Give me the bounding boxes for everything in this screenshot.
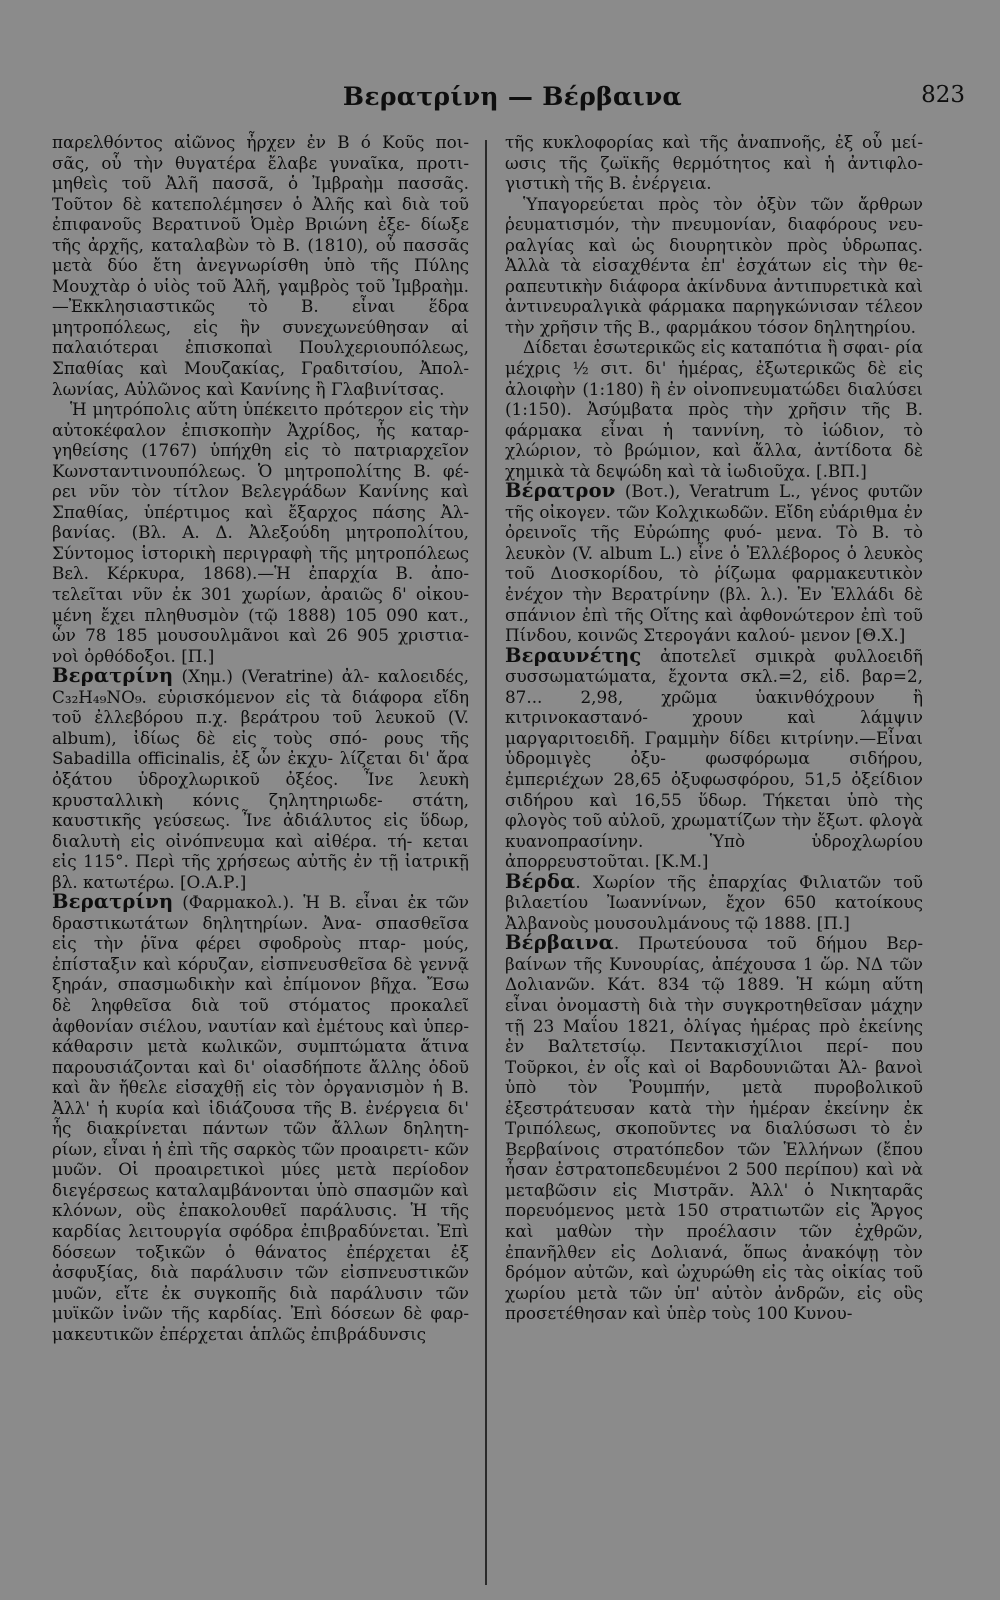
paragraph: τῆς κυκλοφορίας καὶ τῆς ἀναπνοῆς, ἐξ οὗ μεί- ωσις τῆς ζωϊκῆς θερμότητος καὶ ἡ ἀντιφλο- γιστικὴ τῆς Β. ἐνέργεια. bbox=[505, 132, 923, 194]
entry-headword: Βερατρίνη bbox=[52, 664, 174, 688]
entry-body: ἀποτελεῖ σμικρὰ φυλλοειδῆ συσσωματώματα, ἔχοντα σκλ.=2, εἰδ. βαρ=2, 87... 2,98, χρῶμα ὑακινθόχρουν ἢ κιτρινοκαστανό- χρουν καὶ λάμψιν μαργαριτοειδῆ. Γραμμὴν δίδει κιτρίνην.—Εἶναι ὑδρομιγὲς ὀξυ- φωσφόρωμα σιδήρου, ἐμπεριέχων 28,65 ὀξυφωσφόρου, 51,5 ὀξείδιον σιδήρου καὶ 16,55 ὕδωρ. Τήκεται ὑπὸ τὴς φλογὸς τοῦ αὐλοῦ, χρωματίζων τὴν ἔξωτ. φλογὰ κυανοπρασίνην. Ὑπὸ ὑδροχλωρίου ἀπορρευστοῦται. [Κ.Μ.] bbox=[505, 645, 923, 872]
left-column bbox=[52, 132, 469, 1344]
entry-veratrum bbox=[505, 481, 923, 645]
entry-body: . Χωρίον τῆς ἐπαρχίας Φιλιατῶν τοῦ βιλαετίου Ἰωαννίνων, ἔχον 650 κατοίκους Ἀλβανοὺς μουσουλμάνους τῷ 1888. [Π.] bbox=[505, 871, 923, 933]
entry-headword: Βέρβαινα bbox=[505, 931, 614, 955]
entry-veratrine-chem bbox=[52, 666, 469, 892]
entry-body: (Βοτ.), Veratrum L., γένος φυτῶν τῆς οἰκογεν. τῶν Κολχικωδῶν. Εἴδη εὐάριθμα ἐν ὀρεινοῖς τῆς Εὐρώπης φυό- μενα. Τὸ Β. τὸ λευκὸν (V. album L.) εἶνε ὁ Ἐλλέβορος ὁ λευκὸς τοῦ Διοσκορίδου, τὸ ῥίζωμα φαρμακευτικὸν ἐνέχον τὴν Βερατρίνην (βλ. λ.). Ἐν Ἑλλάδι δὲ σπάνιον ἐπὶ τῆς Οἴτης καὶ ἀφθονώτερον ἐπὶ τοῦ Πίνδου, κοινῶς Στερογάνι καλού- μενον [Θ.Χ.] bbox=[505, 481, 923, 646]
entry-headword: Βερατρίνη bbox=[52, 890, 174, 914]
entry-beraunite bbox=[505, 643, 923, 872]
page-number: 823 bbox=[921, 82, 965, 108]
entry-verda bbox=[505, 869, 923, 934]
entry-body: (Χημ.) (Veratrine) ἀλ- καλοειδές, C₃₂H₄₉NO₉. εὑρισκόμενον εἰς τὰ διάφορα εἴδη τοῦ ἐλλεβόρου π.χ. βεράτρου τοῦ λευκοῦ (V. album), ἰδίως δὲ εἰς τοὺς σπό- ρους τῆς Sabadilla officinalis, ἐξ ὧν ἐκχυ- λίζεται δι' ἄρα ὀξάτου ὑδροχλωρικοῦ ὀξέος. Ἶνε λευκὴ κρυσταλλικὴ κόνις ζηλητηριωδε- στάτη, καυστικῆς γεύσεως. Ἶνε ἀδιάλυτος εἰς ὕδωρ, διαλυτὴ εἰς οἰνόπνευμα καὶ αἰθέρα. τή- κεται εἰς 115°. Περὶ τῆς χρήσεως αὐτῆς ἐν τῇ ἰατρικῇ βλ. κατωτέρω. [Ο.Α.Ρ.] bbox=[52, 666, 469, 892]
paragraph: παρελθόντος αἰῶνος ἦρχεν ἐν Β ό Κοῦς ποι- σᾶς, οὗ τὴν θυγατέρα ἔλαβε γυναῖκα, προτι- μηθεὶς τοῦ Ἀλῆ πασσᾶ, ὁ Ἰμβραὴμ πασσᾶς. Τοῦτον δὲ κατεπολέμησεν ὁ Ἀλῆς καὶ διὰ τοῦ ἐπιφανοῦς Βερατινοῦ Ὀμὲρ Βριώνη ἐξε- δίωξε τῆς ἀρχῆς, καταλαβὼν τὸ Β. (1810), οὗ πασσᾶς μετὰ δύο ἔτη ἀνεγνωρίσθη ὑπὸ τῆς Πύλης Μουχτὰρ ὁ υἱὸς τοῦ Ἀλῆ, γαμβρὸς τοῦ Ἰμβραὴμ.—Ἐκκλησιαστικῶς τὸ Β. εἶναι ἕδρα μητροπόλεως, εἰς ἣν συνεχωνεύθησαν αἱ παλαιότεραι ἐπισκοπαὶ Πουλχεριουπόλεως, Σπαθίας καὶ Μουζακίας, Γραδιτσίου, Ἀπολ- λωνίας, Αὐλῶνος καὶ Κανίνης ἢ Γλαβινίτσας. bbox=[52, 132, 469, 399]
paragraph: Ὑπαγορεύεται πρὸς τὸν ὀξὺν τῶν ἄρθρων ῥευματισμόν, τὴν πνευμονίαν, διαφόρους νευ- ραλγίας καὶ ὡς διουρητικὸν πρὸς ὑδρωπας. Ἀλλὰ τὰ εἰσαχθέντα ἐπ' ἐσχάτων εἰς τὴν θε- ραπευτικὴν διάφορα ἀκίνδυνα ἀντιπυρετικὰ καὶ ἀντινευραλγικὰ φάρμακα παρηγκώνισαν τέλεον τὴν χρῆσιν τῆς Β., φαρμάκου τόσον δηλητηρίου. bbox=[505, 193, 923, 337]
entry-vervaina bbox=[505, 933, 923, 1323]
entry-headword: Βέρατρον bbox=[505, 479, 616, 503]
entry-headword: Βέρδα bbox=[505, 869, 576, 893]
running-head: Βερατρίνη — Βέρβαινα bbox=[342, 82, 683, 111]
paragraph: Ἡ μητρόπολις αὕτη ὑπέκειτο πρότερον εἰς τὴν αὐτοκέφαλον ἐπισκοπὴν Ἀχρίδος, ἧς καταρ- γηθείσης (1767) ὑπήχθη εἰς τὸ πατριαρχεῖον Κωνσταντινουπόλεως. Ὁ μητροπολίτης Β. φέ- ρει νῦν τὸν τίτλον Βελεγράδων Κανίνης καὶ Σπαθίας, ὑπέρτιμος καὶ ἔξαρχος πάσης Ἀλ- βανίας. (Βλ. Α. Δ. Ἀλεξούδη μητροπολίτου, Σύντομος ἱστορικὴ περιγραφὴ τῆς μητροπόλεως Βελ. Κέρκυρα, 1868).—Ἡ ἐπαρχία Β. ἀπο- τελεῖται νῦν ἐκ 301 χωρίων, ἀραιῶς δ' οἰκου- μένη ἔχει πληθυσμὸν (τῷ 1888) 105 090 κατ., ὧν 78 185 μουσουλμᾶνοι καὶ 26 905 χριστια- νοὶ ὀρθόδοξοι. [Π.] bbox=[52, 399, 469, 666]
entry-headword: Βεραυνέτης bbox=[505, 643, 642, 667]
paragraph: Δίδεται ἐσωτερικῶς εἰς καταπότια ἢ σφαι- ρία μέχρις ½ σιτ. δι' ἡμέρας, ἐξωτερικῶς δὲ εἰς ἀλοιφὴν (1:180) ἢ ἐν οἰνοπνευματώδει διαλύσει (1:150). Ἀσύμβατα πρὸς τὴν χρῆσιν τῆς Β. φάρμακα εἶναι ἡ ταννίνη, τὸ ἰώδιον, τὸ χλώριον, τὸ βρώμιον, καὶ ἄλλα, ἀντίδοτα δὲ χημικὰ τὰ δεψώδη καὶ τὰ ἰωδιοῦχα. [.ΒΠ.] bbox=[505, 337, 923, 481]
column-divider bbox=[485, 140, 487, 1585]
entry-body: . Πρωτεύουσα τοῦ δήμου Βερ- βαίνων τῆς Κυνουρίας, ἀπέχουσα 1 ὥρ. ΝΔ τῶν Δολιανῶν. Κάτ. 834 τῷ 1889. Ἡ κώμη αὕτη εἶναι ὀνομαστὴ διὰ τὴν συγκροτηθεῖσαν μάχην τῇ 23 Μαΐου 1821, ὀλίγας ἡμέρας πρὸ ἐκείνης ἐν Βαλτετσίῳ. Πεντακισχίλιοι περί- που Τοῦρκοι, ἐν οἷς καὶ οἱ Βαρδουνιῶται Ἀλ- βανοὶ ὑπὸ τὸν Ῥουμπήν, μετὰ πυροβολικοῦ ἐξεστράτευσαν κατὰ τὴν ἡμέραν ἐκείνην ἐκ Τριπόλεως, σκοποῦντες να διαλύσωσι τὸ ἐν Βερβαίνοις στρατόπεδον τῶν Ἑλλήνων (ἔπου ἦσαν ἐστρατοπεδευμένοι 2 500 περίπου) καὶ νὰ μεταβῶσιν εἰς Μιστρᾶν. Ἀλλ' ὁ Νικηταρᾶς πορευόμενος μετὰ 150 στρατιωτῶν εἰς Ἄργος καὶ μαθὼν τὴν προέλασιν τῶν ἐχθρῶν, ἐπανῆλθεν εἰς Δολιανά, ὅπως ἀνακόψῃ τὸν δρόμον αὐτῶν, καὶ ὠχυρώθη εἰς τὰς οἰκίας τοῦ χωρίου μετὰ τῶν ὑπ' αὐτὸν ἀνδρῶν, εἰς οὓς προσετέθησαν καὶ ὑπὲρ τοὺς 100 Κυνου- bbox=[505, 933, 923, 1324]
page-header bbox=[60, 74, 965, 114]
entry-body: (Φαρμακολ.). Ἡ Β. εἶναι ἐκ τῶν δραστικωτάτων δηλητηρίων. Ἀνα- σπασθεῖσα εἰς τὴν ῥῖνα φέρει σφοδροὺς πταρ- μούς, ἐπίσταξιν καὶ κόρυζαν, εἰσπνευσθεῖσα δὲ γεννᾷ ξηράν, σπασμωδικὴν καὶ ἐπίμονον βῆχα. Ἔσω δὲ ληφθεῖσα διὰ τοῦ στόματος προκαλεῖ ἀφθονίαν σιέλου, ναυτίαν καὶ ἐμέτους καὶ ὑπερ- κάθαρσιν μετὰ κωλικῶν, συμπτώματα ἅτινα παρουσιάζονται καὶ δι' οἱασδήποτε ἄλλης ὁδοῦ καὶ ἂν ἤθελε εἰσαχθῇ εἰς τὸν ὀργανισμὸν ἡ Β. Ἀλλ' ἡ κυρία καὶ ἰδιάζουσα τῆς Β. ἐνέργεια δι' ἧς διακρίνεται πάντων τῶν ἄλλων δηλητη- ρίων, εἶναι ἡ ἐπὶ τῆς σαρκὸς τῶν προαιρετι- κῶν μυῶν. Οἱ προαιρετικοὶ μύες μετὰ περίοδον διεγέρσεως καταλαμβάνονται ὑπὸ σπασμῶν καὶ κλόνων, οὓς ἐπακολουθεῖ παράλυσις. Ἡ τῆς καρδίας λειτουργία σφόδρα ἐπιβραδύνεται. Ἐπὶ δόσεων τοξικῶν ὁ θάνατος ἐπέρχεται ἐξ ἀσφυξίας, διὰ παράλυσιν τῶν εἰσπνευστικῶν μυῶν, εἴτε ἐκ συγκοπῆς διὰ παράλυσιν τῶν μυϊκῶν ἰνῶν τῆς καρδίας. Ἐπὶ δόσεων δὲ φαρ- μακευτικῶν ἐπέρχεται ἁπλῶς ἐπιβράδυνσις bbox=[52, 892, 469, 1344]
entry-veratrine-pharm bbox=[52, 892, 469, 1344]
right-column bbox=[505, 132, 923, 1324]
